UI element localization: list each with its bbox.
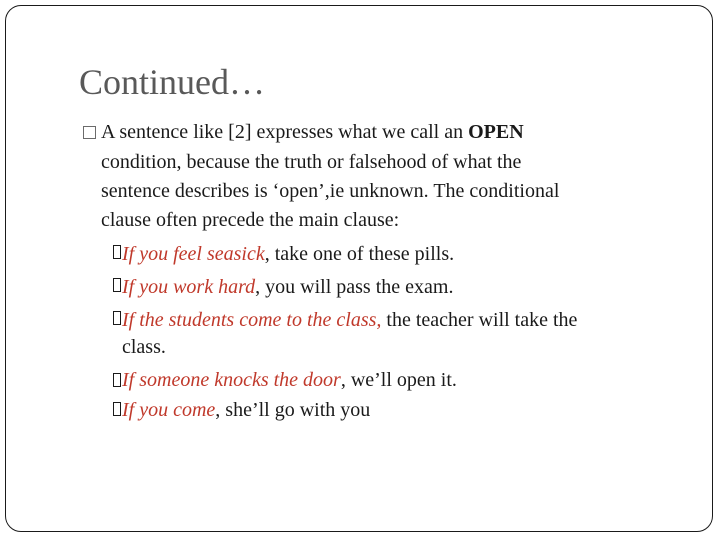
- example-conditional: If you come: [122, 399, 216, 421]
- example-conditional: If you feel seasick: [122, 243, 265, 265]
- example-conditional: If the students come to the class,: [122, 309, 382, 331]
- sub-bullet-icon: [113, 311, 121, 325]
- example-main-clause: , we’ll open it.: [340, 369, 457, 391]
- main-bullet-line-2: condition, because the truth or falsehood of what the: [101, 151, 522, 173]
- example-item: [122, 308, 577, 332]
- example-conditional: If someone knocks the door: [122, 369, 341, 391]
- sub-bullet-icon: [113, 373, 121, 387]
- example-continuation: class.: [122, 336, 166, 358]
- open-keyword: OPEN: [468, 121, 524, 143]
- example-main-clause: , take one of these pills.: [264, 243, 455, 265]
- main-bullet-line-3: sentence describes is ‘open’,ie unknown. The conditional: [101, 180, 560, 202]
- sub-bullet-icon: [113, 402, 121, 416]
- example-item: [122, 275, 453, 299]
- example-main-clause: , she’ll go with you: [215, 399, 371, 421]
- sub-bullet-icon: [113, 278, 121, 292]
- example-conditional: If you work hard: [122, 276, 256, 298]
- main-bullet-line-4: clause often precede the main clause:: [101, 209, 400, 231]
- main-bullet-line-1: [101, 120, 524, 144]
- main-bullet-text: A sentence like [2] expresses what we call an: [101, 121, 469, 143]
- example-item: [122, 368, 457, 392]
- example-main-clause: , you will pass the exam.: [255, 276, 454, 298]
- sub-bullet-icon: [113, 245, 121, 259]
- slide-title: Continued…: [79, 62, 265, 102]
- example-item: [122, 242, 454, 266]
- example-item: [122, 398, 370, 422]
- main-bullet-icon: [83, 126, 96, 139]
- example-main-clause: the teacher will take the: [381, 309, 578, 331]
